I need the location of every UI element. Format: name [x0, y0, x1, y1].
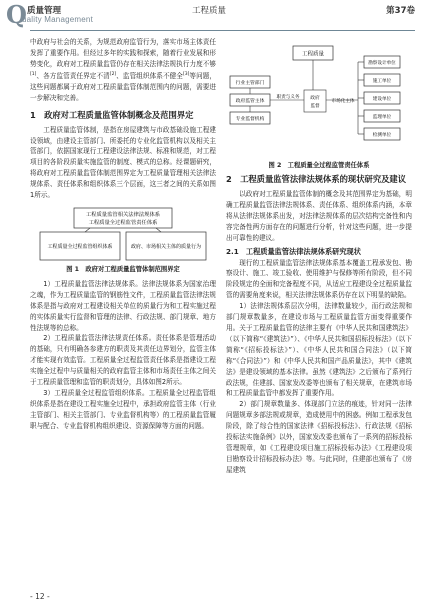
- fig2-entity-supervisor: 监理单位: [372, 115, 392, 120]
- header-rule: [30, 30, 415, 31]
- fig2-gov-regulator: 政府监管主体: [235, 99, 265, 104]
- section-2-1-paragraph: 现行的工程质量监管法律法规体系基本覆盖工程承发包、勘察设计、施工、竣工验收、使用维护与保修等所有阶段，但不同阶段规定的全面和完备程度不同，从适应工程建设全过程质量监管的需要角度来说，相关法律法规体系仍存在以下明显的缺陷。: [226, 258, 412, 300]
- department-rules-paragraph: 2）部门规章数量多、体现部门立法的痕迹，针对同一法律问题规章多部法规或规章，造成使用中的困惑。例如工程承发包阶段，除了综合性的国家法律《招标投标法》、行政法规《招标投标法实施条例》以外，国家发改委也颁布了一系列的招标投标管理规章，如《工程建设项目施工招标投标办法》《工程建设项目勘察设计招标投标办法》等。与此同时，住建部也颁布了《房屋建筑: [226, 400, 412, 474]
- fig2-center-label: 工程质量: [301, 51, 325, 58]
- citation-1: [1]: [30, 71, 37, 77]
- section-2-1-heading: 2.1 工程质量监管法律法规体系研究现状: [226, 246, 361, 256]
- organization-system-paragraph: 3）工程质量全过程监管组织体系。工程质量全过程监管组织体系是指在建设工程实施全过程中，承担政府监管主体（行业主管部门、相关主管部门、专业监督机构等）的工程质量监管履职与配合、专业监督机构组织建设、资源保障等方面的问题。: [30, 388, 216, 430]
- figure-1-caption: 图 1 政府对工程质量监管体制范围界定: [66, 265, 180, 273]
- journal-section-name: 质量管理: [27, 6, 62, 16]
- intro-paragraph-end: 中政府与社会的关系，为规范政府监管行为，落实市场主体责任发挥了重要作用。但经过多年的实践和探索，随着行业发展和形势变化，政府对工程质量监管仍存在相关法律法规执行力度不够[1]、各方监管责任界定不清[2]、监管组织体系不健全[3]等问题，这些问题都属于政府对工程质量监管体制范围内的问题，需要进一步解决和完善。: [30, 38, 217, 102]
- running-header: [0, 0, 427, 30]
- fig2-entity-construction: 施工单位: [372, 79, 392, 84]
- fig1-top-label: 工程质量监管相关法律法规体系: [85, 211, 161, 218]
- fig2-entity-testing: 检测单位: [372, 133, 392, 138]
- fig2-supervision-agency: 专业监督机构: [235, 117, 265, 122]
- fig1-right-label: 政府、市场相关主体的质量行为: [130, 243, 202, 250]
- left-column: [30, 37, 216, 432]
- fig2-market-entities: [364, 56, 400, 140]
- figure-2-caption: 图 2 工程质量全过程监管责任体系: [268, 162, 370, 169]
- citation-2: [2]: [109, 71, 117, 77]
- fig2-duty-label: 职责与义务: [276, 95, 300, 100]
- section-2-paragraph: 以政府对工程质量监管体制的概念及其范围界定为基础，明确工程质量监管法律法规体系、责任体系、组织体系内涵，本章将从法律法规体系出发，对法律法规体系的层次结构完备性和内容完备性两方面存在的问题进行分析，针对这些问题，进一步提出可靠性的建议。: [226, 190, 412, 242]
- section-1-heading: 1 政府对工程质量监管体制概念及范围界定: [30, 109, 194, 120]
- fig2-supervise-label: 监督: [310, 104, 320, 109]
- figure-1: [30, 207, 216, 263]
- fig1-left-label: 工程质量全过程监管组织体系: [47, 243, 113, 250]
- section-1-paragraph: 工程质量监管体制，是指在房屋建筑与市政基础设施工程建设领域，由建设主管部门、所委托的专业化监管机构以及相关主管部门，依据国家现行工程建设法律法规、标准和规范，对工程项目的各阶段质量实施监管的制度、模式的总称。经课题研究，将政府对工程质量监管体制范围界定为工程质量管理相关法律法规体系、责任体系和组织体系三个层面，这三者之间的关系如图1所示。: [30, 125, 216, 200]
- figure-2-diagram: [226, 38, 412, 158]
- law-system-paragraph: 1）工程质量监管法律法规体系。法律法规体系为国家治理之魂，作为工程质量监管的钢筋性文件，工程质量监管法律法规体系是指与政府对工程建设相关单位的质量行为和工程实施过程的实体质量实行监督和管理的法律、行政法规、部门规章、地方性法规等的总称。: [30, 279, 216, 332]
- figure-1-diagram: [30, 207, 216, 263]
- law-hierarchy-paragraph: 1）法律法规体系层次分明，法律数量较少，而行政法规和部门规章数量多，在建设市场与工程质量监管方面变得重要作用。关于工程质量监管的法律主要有《中华人民共和国建筑法》（以下简称“《建筑法》”）、《中华人民共和国招标投标法》（以下简称“《招标投标法》”）、《中华人民共和国合同法》（以下简称“《合同法》”）和《中华人民共和国产品质量法》，其中《建筑法》是建设领域的基本法律。虽然《建筑法》之后颁布了系列行政法规，住建部、国家发改委等也颁布了相关规章，在建筑市场和工程质量监管中都发挥了重要作用。: [226, 302, 412, 398]
- fig2-entity-design: 勘察设计单位: [368, 61, 396, 66]
- page-number: - 12 -: [30, 592, 50, 601]
- journal-volume: 第37卷: [386, 6, 415, 16]
- figure-2: [226, 38, 412, 158]
- fig2-industry-authority: 行业主管部门: [235, 81, 265, 86]
- citation-3: [3]: [182, 71, 190, 77]
- journal-section-english: uality Management: [22, 15, 93, 24]
- fig2-market-label: 市场化主体: [331, 99, 355, 104]
- responsibility-system-paragraph: 2）工程质量监管法律法规责任体系。责任体系是管理活动的基础，只有明确各参建方的职责及其责任边界划分，监管主体才能实现有效监管。工程质量全过程监管责任体系是指建设工程实施全过程中与质量相关的政府监管主体和市场责任主体之间关于工程质量管理和监管的职责划分，具体如图2所示。: [30, 334, 216, 387]
- fig2-gov-label: 政府: [310, 96, 320, 101]
- journal-logo-letter: Q: [6, 0, 27, 29]
- section-2-heading: 2 工程质量监管法律法规体系的现状研究及建议: [226, 174, 407, 184]
- fig2-entity-owner: 建设单位: [372, 97, 392, 102]
- fig1-mid-label: 工程质量全过程监管责任体系: [88, 219, 158, 226]
- journal-title: 工程质量: [192, 6, 227, 16]
- right-column: [226, 171, 412, 476]
